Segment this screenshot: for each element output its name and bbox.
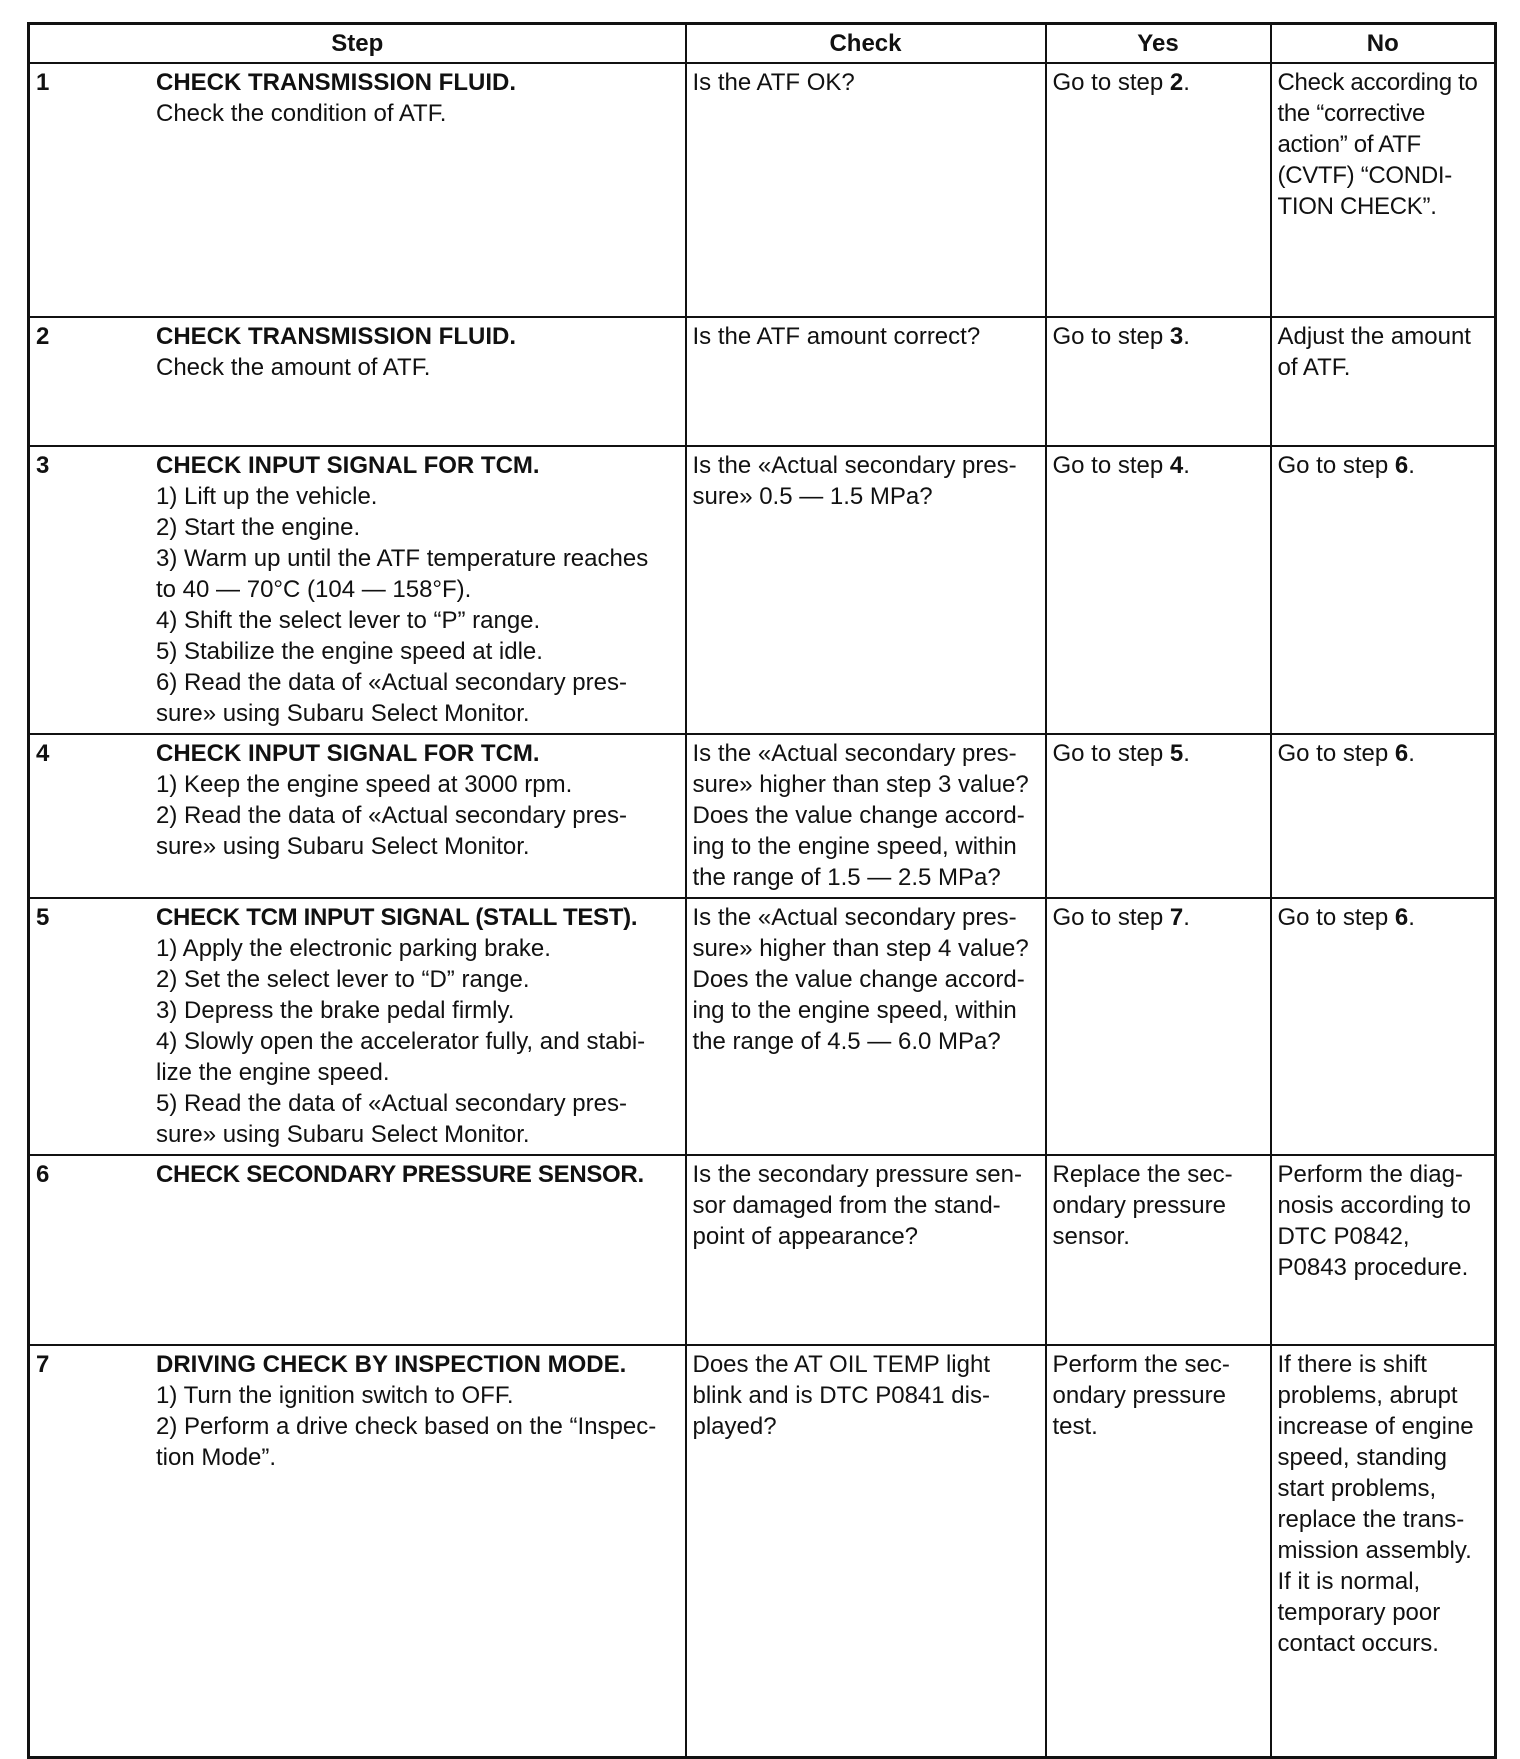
- no-text: start problems,: [1277, 1475, 1437, 1502]
- header-check: Check: [686, 24, 1046, 64]
- diagnostic-table: [27, 22, 1497, 1759]
- step-instruction: lize the engine speed.: [156, 1059, 390, 1086]
- yes-step-number: 7: [1169, 904, 1184, 931]
- check-cell: [686, 63, 1046, 317]
- step-instruction: 2) Set the select lever to “D” range.: [156, 966, 530, 993]
- table-row: [29, 734, 1496, 898]
- no-cell: [1271, 898, 1496, 1155]
- step-instruction: 6) Read the data of «Actual secondary pres-: [156, 669, 627, 696]
- step-instruction: 4) Slowly open the accelerator fully, and stabi-: [156, 1028, 646, 1055]
- table-row: [29, 898, 1496, 1155]
- step-instruction: Check the amount of ATF.: [156, 354, 431, 381]
- step-cell: [29, 317, 686, 446]
- step-instruction: to 40 — 70°C (104 — 158°F).: [156, 576, 472, 603]
- yes-text: test.: [1052, 1413, 1098, 1440]
- check-text: sure» higher than step 4 value?: [692, 935, 1029, 962]
- check-text: Does the AT OIL TEMP light: [692, 1351, 990, 1378]
- yes-text: Go to step: [1052, 69, 1170, 96]
- no-text: Go to step: [1277, 904, 1395, 931]
- yes-suffix: .: [1183, 904, 1190, 931]
- check-text: ing to the engine speed, within: [692, 833, 1017, 860]
- header-step: Step: [29, 24, 686, 64]
- yes-cell: [1046, 1155, 1271, 1345]
- step-cell: [29, 63, 686, 317]
- step-cell: [29, 734, 686, 898]
- no-text: temporary poor: [1277, 1599, 1441, 1626]
- yes-cell: [1046, 446, 1271, 734]
- check-text: Is the «Actual secondary pres-: [692, 904, 1017, 931]
- check-text: Does the value change accord-: [692, 802, 1025, 829]
- no-text: Go to step: [1277, 452, 1395, 479]
- check-cell: [686, 734, 1046, 898]
- step-title: CHECK INPUT SIGNAL FOR TCM.: [156, 452, 540, 479]
- step-instruction: 2) Start the engine.: [156, 514, 361, 541]
- no-cell: [1271, 734, 1496, 898]
- no-step-number: 6: [1394, 452, 1409, 479]
- step-instruction: 3) Warm up until the ATF temperature reaches: [156, 545, 649, 572]
- yes-text: sensor.: [1052, 1223, 1130, 1250]
- step-instruction: Check the condition of ATF.: [156, 100, 447, 127]
- check-cell: [686, 1155, 1046, 1345]
- step-title: CHECK INPUT SIGNAL FOR TCM.: [156, 740, 540, 767]
- no-text: nosis according to: [1277, 1192, 1471, 1219]
- step-title: CHECK TCM INPUT SIGNAL (STALL TEST).: [156, 904, 638, 931]
- no-text: problems, abrupt: [1277, 1382, 1458, 1409]
- check-cell: [686, 898, 1046, 1155]
- check-cell: [686, 317, 1046, 446]
- step-title: CHECK TRANSMISSION FLUID.: [156, 323, 516, 350]
- check-text: Is the «Actual secondary pres-: [692, 740, 1017, 767]
- check-cell: [686, 1345, 1046, 1757]
- step-cell: [29, 898, 686, 1155]
- no-text: replace the trans-: [1277, 1506, 1465, 1533]
- table-header-row: [29, 24, 1496, 64]
- step-instruction: 3) Depress the brake pedal firmly.: [156, 997, 515, 1024]
- check-cell: [686, 446, 1046, 734]
- header-yes: Yes: [1046, 24, 1271, 64]
- yes-cell: [1046, 317, 1271, 446]
- header-no: No: [1271, 24, 1496, 64]
- step-title: CHECK TRANSMISSION FLUID.: [156, 69, 516, 96]
- check-text: sure» higher than step 3 value?: [692, 771, 1029, 798]
- step-instruction: 1) Lift up the vehicle.: [156, 483, 378, 510]
- no-step-number: 6: [1394, 740, 1409, 767]
- yes-step-number: 5: [1169, 740, 1184, 767]
- no-text: Check according to: [1277, 69, 1478, 96]
- no-step-number: 6: [1394, 904, 1409, 931]
- check-text: point of appearance?: [692, 1223, 919, 1250]
- no-cell: [1271, 317, 1496, 446]
- yes-cell: [1046, 734, 1271, 898]
- step-instruction: sure» using Subaru Select Monitor.: [156, 833, 530, 860]
- step-instruction: 1) Apply the electronic parking brake.: [156, 935, 551, 962]
- yes-step-number: 4: [1169, 452, 1184, 479]
- no-text: increase of engine: [1277, 1413, 1474, 1440]
- yes-step-number: 2: [1169, 69, 1184, 96]
- step-cell: [29, 446, 686, 734]
- check-text: the range of 1.5 — 2.5 MPa?: [692, 864, 1001, 891]
- step-cell: [29, 1345, 686, 1757]
- yes-suffix: .: [1183, 740, 1190, 767]
- check-text: Is the «Actual secondary pres-: [692, 452, 1017, 479]
- step-number: 4: [36, 740, 50, 767]
- yes-text: Go to step: [1052, 904, 1170, 931]
- no-text: Adjust the amount: [1277, 323, 1471, 350]
- step-number: 5: [36, 904, 50, 931]
- check-text: played?: [692, 1413, 777, 1440]
- no-cell: [1271, 446, 1496, 734]
- yes-text: ondary pressure: [1052, 1192, 1226, 1219]
- step-instruction: 2) Perform a drive check based on the “Inspec-: [156, 1413, 657, 1440]
- no-cell: [1271, 63, 1496, 317]
- table-row: [29, 446, 1496, 734]
- no-text: action” of ATF: [1277, 131, 1421, 158]
- step-number: 1: [36, 69, 50, 96]
- no-text: TION CHECK”.: [1277, 193, 1437, 220]
- step-number: 6: [36, 1161, 50, 1188]
- check-text: ing to the engine speed, within: [692, 997, 1017, 1024]
- yes-suffix: .: [1183, 452, 1190, 479]
- step-title: CHECK SECONDARY PRESSURE SENSOR.: [156, 1161, 644, 1188]
- check-text: Is the secondary pressure sen-: [692, 1161, 1022, 1188]
- step-number: 3: [36, 452, 50, 479]
- no-text: DTC P0842,: [1277, 1223, 1410, 1250]
- step-instruction: 1) Turn the ignition switch to OFF.: [156, 1382, 514, 1409]
- yes-text: Go to step: [1052, 452, 1170, 479]
- step-instruction: sure» using Subaru Select Monitor.: [156, 1121, 530, 1148]
- step-instruction: sure» using Subaru Select Monitor.: [156, 700, 530, 727]
- table-row: [29, 1155, 1496, 1345]
- table-row: [29, 1345, 1496, 1757]
- yes-suffix: .: [1183, 69, 1190, 96]
- step-cell: [29, 1155, 686, 1345]
- yes-suffix: .: [1183, 323, 1190, 350]
- no-text: (CVTF) “CONDI-: [1277, 162, 1452, 189]
- step-instruction: 5) Stabilize the engine speed at idle.: [156, 638, 543, 665]
- check-text: Does the value change accord-: [692, 966, 1025, 993]
- step-instruction: 4) Shift the select lever to “P” range.: [156, 607, 541, 634]
- no-text: mission assembly.: [1277, 1537, 1472, 1564]
- check-text: sor damaged from the stand-: [692, 1192, 1001, 1219]
- no-text: contact occurs.: [1277, 1630, 1439, 1657]
- yes-text: Perform the sec-: [1052, 1351, 1230, 1378]
- step-instruction: 2) Read the data of «Actual secondary pres-: [156, 802, 627, 829]
- check-text: blink and is DTC P0841 dis-: [692, 1382, 990, 1409]
- yes-cell: [1046, 1345, 1271, 1757]
- no-suffix: .: [1408, 904, 1415, 931]
- no-text: speed, standing: [1277, 1444, 1447, 1471]
- yes-text: Replace the sec-: [1052, 1161, 1233, 1188]
- step-instruction: tion Mode”.: [156, 1444, 277, 1471]
- yes-step-number: 3: [1169, 323, 1184, 350]
- check-text: Is the ATF OK?: [692, 69, 855, 96]
- yes-text: Go to step: [1052, 740, 1170, 767]
- no-text: If there is shift: [1277, 1351, 1427, 1378]
- check-text: Is the ATF amount correct?: [692, 323, 981, 350]
- no-cell: [1271, 1155, 1496, 1345]
- no-text: If it is normal,: [1277, 1568, 1421, 1595]
- table-row: [29, 63, 1496, 317]
- check-text: the range of 4.5 — 6.0 MPa?: [692, 1028, 1001, 1055]
- step-instruction: 5) Read the data of «Actual secondary pres-: [156, 1090, 627, 1117]
- no-text: the “corrective: [1277, 100, 1426, 127]
- yes-cell: [1046, 898, 1271, 1155]
- yes-text: ondary pressure: [1052, 1382, 1226, 1409]
- no-suffix: .: [1408, 452, 1415, 479]
- table-row: [29, 317, 1496, 446]
- no-text: P0843 procedure.: [1277, 1254, 1469, 1281]
- no-text: Go to step: [1277, 740, 1395, 767]
- yes-text: Go to step: [1052, 323, 1170, 350]
- step-number: 2: [36, 323, 50, 350]
- no-cell: [1271, 1345, 1496, 1757]
- check-text: sure» 0.5 — 1.5 MPa?: [692, 483, 933, 510]
- no-text: Perform the diag-: [1277, 1161, 1463, 1188]
- no-suffix: .: [1408, 740, 1415, 767]
- step-title: DRIVING CHECK BY INSPECTION MODE.: [156, 1351, 627, 1378]
- no-text: of ATF.: [1277, 354, 1351, 381]
- step-number: 7: [36, 1351, 50, 1378]
- yes-cell: [1046, 63, 1271, 317]
- step-instruction: 1) Keep the engine speed at 3000 rpm.: [156, 771, 573, 798]
